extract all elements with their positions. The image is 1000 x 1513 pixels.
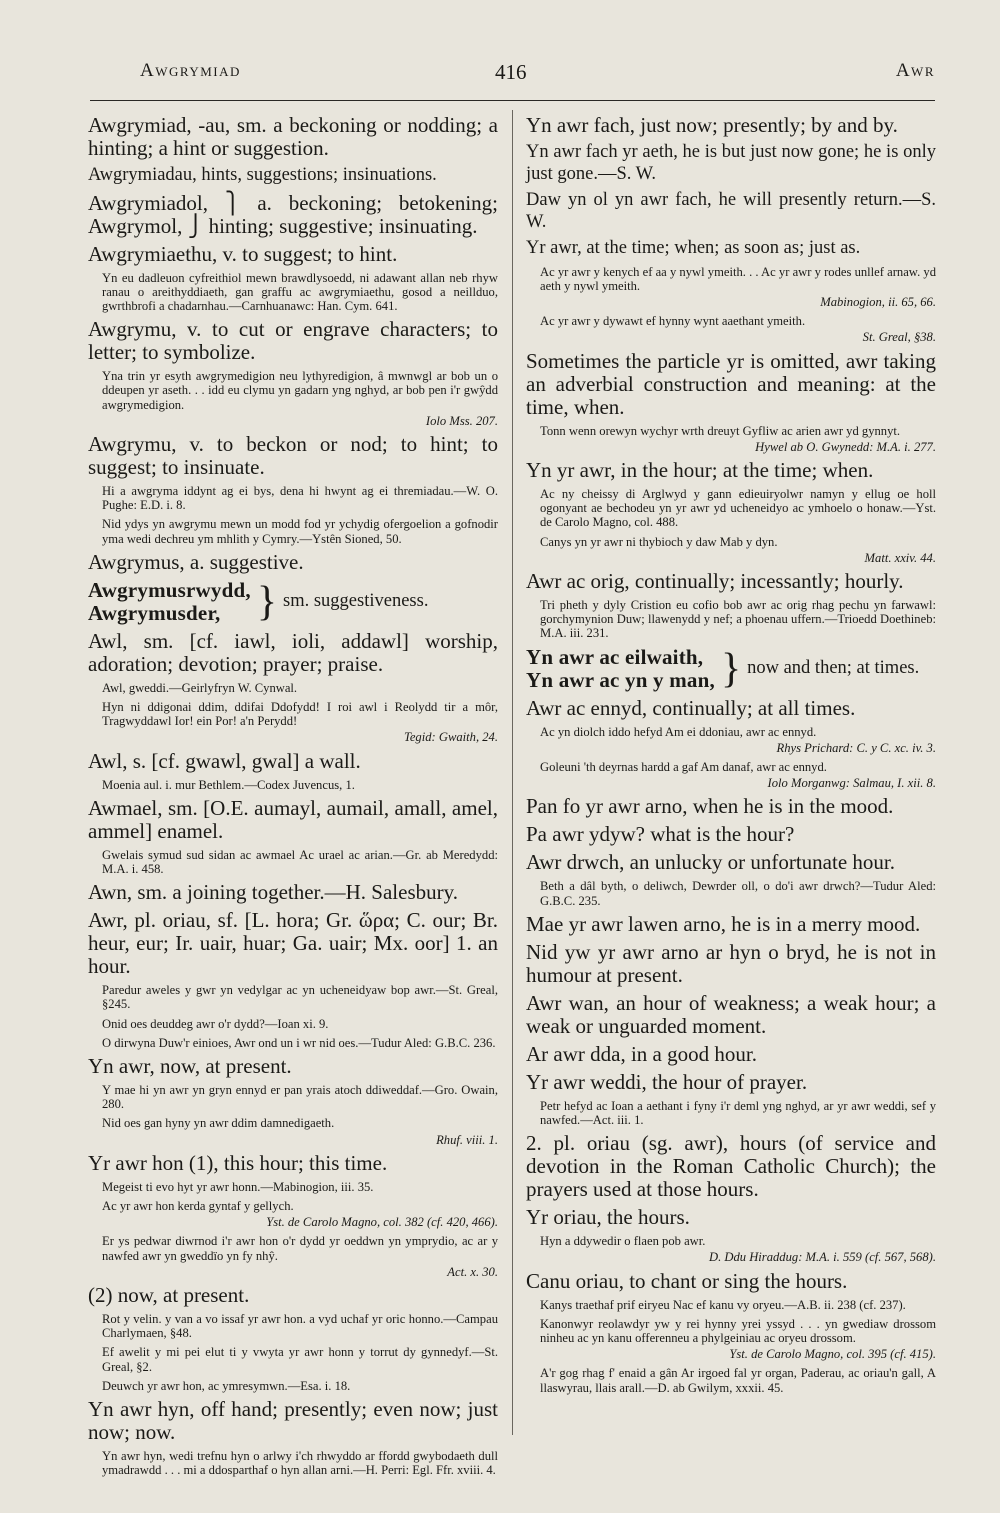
dictionary-entry: Yr awr weddi, the hour of prayer. (526, 1069, 808, 1094)
citation-quote: Awl, gweddi.—Geirlyfryn W. Cynwal. (102, 680, 298, 695)
dictionary-entry: Awgrymu, v. to cut or engrave characters; to letter; to symbolize. (88, 317, 498, 365)
citation-source: St. Greal, §38. (862, 330, 936, 345)
dictionary-entry: Nid yw yr awr arno ar hyn o bryd, he is not in humour at present. (526, 939, 936, 987)
brace-headwords (526, 646, 715, 692)
citation-quote: Beth a dâl byth, o deliwch, Dewrder oll, o do'i awr drwch?—Tudur Aled: G.B.C. 235. (540, 879, 936, 908)
dictionary-entry: Canu oriau, to chant or sing the hours. (526, 1268, 848, 1293)
header-rule (90, 100, 935, 101)
citation-quote: Canys yn yr awr ni thybioch y daw Mab y dyn. (540, 534, 778, 549)
citation-quote: Megeist ti evo hyt yr awr honn.—Mabinogion, iii. 35. (102, 1179, 374, 1194)
header-right-guideword: Awr (895, 60, 935, 81)
dictionary-entry: Awgrymiaethu, v. to suggest; to hint. (88, 241, 398, 266)
citation-quote: Kanonwyr reolawdyr yw y rei hynny yrei yssyd . . . yn gwediaw drossom ninheu ac yn kanu offerenneu a phylgeiniau ac oryeu drossom. (540, 1316, 936, 1345)
citation-quote: Yn eu dadleuon cyfreithiol mewn brawdlysoedd, ni adawant allan neb rhyw ranau o areithyddiaeth, gan graffu ac awgrymiaethu, gosod a neillduo, gwrthbrofi a chadarnhau.—Carnhuanawc: Han. Cym. 641. (102, 270, 498, 313)
dictionary-entry: Awgrymus, a. suggestive. (88, 549, 304, 574)
dictionary-entry: Yn awr fach yr aeth, he is but just now gone; he is only just gone.—S. W. (526, 142, 936, 184)
citation-quote: Yna trin yr esyth awgrymedigion neu lythyredigion, â mwnwgl ar bob un o ddeupen yr aseth. . . idd eu clymu yn gadarn yng nghyd, ar bob pen i'r gwŷdd awgrymedigion. (102, 369, 498, 412)
citation-quote: Paredur aweles y gwr yn vedylgar ac yn ucheneidyaw bop awr.—St. Greal, §245. (102, 983, 498, 1012)
headword: Yn awr ac yn y man, (526, 667, 715, 692)
dictionary-entry: Yn awr, now, at present. (88, 1053, 292, 1078)
brace-entry (88, 579, 498, 625)
dictionary-entry: Mae yr awr lawen arno, he is in a merry mood. (526, 911, 921, 936)
dictionary-entry: 2. pl. oriau (sg. awr), hours (of service and devotion in the Roman Catholic Church); the prayers used at those hours. (526, 1131, 936, 1202)
dictionary-entry: Awgrymu, v. to beckon or nod; to hint; to suggest; to insinuate. (88, 431, 498, 479)
citation-quote: Ac yr awr y kenych ef aa y nywl ymeith. . . Ac yr awr y rodes unllef arnaw. yd aeth y nywl ymeith. (540, 264, 936, 293)
citation-source: Iolo Morganwg: Salmau, I. xii. 8. (767, 776, 936, 791)
header-left-guideword: Awgrymiad (140, 60, 241, 81)
dictionary-entry: Awmael, sm. [O.E. aumayl, aumail, amall, amel, ammel] enamel. (88, 795, 498, 843)
dictionary-entry: Pan fo yr awr arno, when he is in the mood. (526, 794, 894, 819)
citation-quote: Petr hefyd ac Ioan a aethant i fyny i'r deml yng nghyd, ar yr awr weddi, sef y nawfed.—Act. iii. 1. (540, 1098, 936, 1127)
citation-source: Rhys Prichard: C. y C. xc. iv. 3. (776, 740, 936, 755)
citation-quote: Rot y velin. y van a vo issaf yr awr hon. a vyd uchaf yr oric honno.—Campau Charlymaen, §48. (102, 1312, 498, 1341)
headword: Awgrymusder, (88, 600, 221, 625)
dictionary-entry: Awr, pl. oriau, sf. [L. hora; Gr. ὥρα; C. our; Br. heur, eur; Ir. uair, huar; Ga. uair; Mx. oor] 1. an hour. (88, 908, 498, 979)
citation-quote: Ac ny cheissy di Arglwyd y gann edieuiryolwr namyn y ellug oe holl ogonyant ae bechodeu yn yr awr yd ucheneidyo ac ymhoelo o honaw.—Yst. de Carolo Magno, col. 488. (540, 486, 936, 530)
dictionary-entry: Awgrymiad, -au, sm. a beckoning or nodding; a hinting; a hint or suggestion. (88, 113, 498, 160)
citation-quote: Hi a awgryma iddynt ag ei bys, dena hi hwynt ag ei thremiadau.—W. O. Pughe: E.D. i. 8. (102, 483, 498, 513)
citation-quote: Nid ydys yn awgrymu mewn un modd fod yr ychydig ofergoelion a gofnodir yma wedi dechreu ym mhlith y Cymry.—Ystên Sioned, 50. (102, 517, 498, 546)
citation-quote: Kanys traethaf prif eiryeu Nac ef kanu vy oryeu.—A.B. ii. 238 (cf. 237). (540, 1297, 906, 1312)
citation-source: Matt. xxiv. 44. (864, 550, 936, 565)
dictionary-entry: Ar awr dda, in a good hour. (526, 1041, 757, 1066)
citation-quote: Ac yr awr y dywawt ef hynny wynt aaethant ymeith. (540, 314, 806, 329)
citation-source: Act. x. 30. (447, 1264, 498, 1279)
dictionary-entry: (2) now, at present. (88, 1283, 250, 1307)
dictionary-entry: Awl, s. [cf. gwawl, gwal] a wall. (88, 748, 361, 773)
dictionary-entry: Awgrymiadol, ⎫ a. beckoning; betokening; Awgrymol, ⎭ hinting; suggestive; insinuating. (88, 190, 498, 238)
citation-source: Yst. de Carolo Magno, col. 382 (cf. 420, 466). (266, 1215, 498, 1230)
dictionary-entry: Awr ac orig, continually; incessantly; hourly. (526, 568, 904, 593)
citation-quote: Ac yn diolch iddo hefyd Am ei ddoniau, awr ac ennyd. (540, 724, 817, 739)
dictionary-entry: Yn awr hyn, off hand; presently; even now; just now; now. (88, 1397, 498, 1445)
dictionary-entry: Yr oriau, the hours. (526, 1205, 690, 1230)
dictionary-entry: Awr drwch, an unlucky or unfortunate hour. (526, 850, 895, 875)
citation-source: Tegid: Gwaith, 24. (404, 730, 498, 745)
citation-quote: Nid oes gan hyny yn awr ddim damnedigaeth. (102, 1116, 335, 1131)
dictionary-entry: Yr awr, at the time; when; as soon as; just as. (526, 238, 861, 258)
citation-quote: O dirwyna Duw'r einioes, Awr ond un i wr nid oes.—Tudur Aled: G.B.C. 236. (102, 1035, 496, 1050)
citation-quote: Er ys pedwar diwrnod i'r awr hon o'r dydd yr oeddwn yn ymprydio, ac ar y nawfed awr yn gweddïo yn fy nhŷ. (102, 1234, 498, 1263)
citation-quote: Goleuni 'th deyrnas hardd a gaf Am danaf, awr ac ennyd. (540, 759, 827, 774)
dictionary-entry: Awgrymiadau, hints, suggestions; insinuations. (88, 165, 437, 185)
citation-quote: Hyn ni ddigonai ddim, ddifai Ddofydd! I roi awl i Reolydd tir a môr, Tragwyddawl Ior! ein Por! a'n Perydd! (102, 699, 498, 729)
dictionary-entry: Yn awr fach, just now; presently; by and by. (526, 113, 898, 137)
citation-source: Yst. de Carolo Magno, col. 395 (cf. 415). (729, 1347, 936, 1362)
citation-quote: Tri pheth y dyly Cristion eu cofio bob awr ac orig rhag pechu yn farwawl: gorchymynion Duw; llawenydd y nef; a phoenau uffern.—Trioedd Doethineb: M.A. iii. 231. (540, 597, 936, 641)
brace-entry (526, 646, 936, 692)
brace-symbol: } (720, 645, 742, 692)
citation-quote: Y mae hi yn awr yn gryn ennyd er pan yrais atoch ddiweddaf.—Gro. Owain, 280. (102, 1082, 498, 1112)
dictionary-entry: Daw yn ol yn awr fach, he will presently return.—S. W. (526, 190, 936, 232)
citation-source: Hywel ab O. Gwynedd: M.A. i. 277. (755, 439, 936, 454)
brace-definition: now and then; at times. (747, 657, 920, 678)
citation-source: Mabinogion, ii. 65, 66. (820, 294, 936, 309)
column-divider (512, 110, 513, 1435)
dictionary-entry: Yr awr hon (1), this hour; this time. (88, 1150, 388, 1175)
citation-quote: Hyn a ddywedir o flaen pob awr. (540, 1234, 706, 1249)
dictionary-entry: Awl, sm. [cf. iawl, ioli, addawl] worship, adoration; devotion; prayer; praise. (88, 628, 498, 676)
citation-quote: Gwelais symud sud sidan ac awmael Ac urael ac arian.—Gr. ab Meredydd: M.A. i. 458. (102, 847, 498, 876)
citation-source: Rhuf. viii. 1. (436, 1132, 498, 1147)
citation-quote: Ef awelit y mi pei elut ti y vwyta yr awr honn y torrut dy gynnedyf.—St. Greal, §2. (102, 1345, 498, 1374)
headword: Yn awr ac eilwaith, (526, 644, 704, 669)
citation-quote: Yn awr hyn, wedi trefnu hyn o arlwy i'ch rhwyddo ar ffordd gwybodaeth dull ymadrawdd . . . mi a ddosparthaf o hyn allan arni.—H. Perri: Egl. Ffr. xviii. 4. (102, 1449, 498, 1478)
dictionary-entry: Yn yr awr, in the hour; at the time; when. (526, 457, 874, 482)
citation-quote: Moenia aul. i. mur Bethlem.—Codex Juvencus, 1. (102, 777, 355, 792)
citation-quote: Deuwch yr awr hon, ac ymresymwn.—Esa. i. 18. (102, 1378, 351, 1393)
dictionary-entry: Awr wan, an hour of weakness; a weak hour; a weak or unguarded moment. (526, 990, 936, 1038)
page-number: 416 (495, 60, 527, 84)
citation-source: Iolo Mss. 207. (425, 413, 498, 428)
brace-headwords (88, 579, 251, 625)
right-column (526, 114, 936, 1400)
brace-symbol: } (256, 578, 278, 625)
citation-quote: A'r gog rhag f' enaid a gân Ar irgoed fal yr organ, Paderau, ac oriau'n gall, A llaswyrau, llais arall.—D. ab Gwilym, xxxii. 45. (540, 1366, 936, 1395)
citation-quote: Tonn wenn orewyn wychyr wrth dreuyt Gyfliw ac arien awr yd gynnyt. (540, 423, 901, 438)
brace-definition: sm. suggestiveness. (283, 590, 429, 611)
dictionary-entry: Pa awr ydyw? what is the hour? (526, 822, 795, 847)
left-column (88, 114, 498, 1482)
dictionary-entry: Awr ac ennyd, continually; at all times. (526, 695, 856, 720)
headword: Awgrymusrwydd, (88, 577, 251, 602)
citation-quote: Ac yr awr hon kerda gyntaf y gellych. (102, 1198, 294, 1213)
dictionary-entry: Awn, sm. a joining together.—H. Salesbury. (88, 880, 459, 905)
citation-quote: Onid oes deuddeg awr o'r dydd?—Ioan xi. 9. (102, 1016, 329, 1031)
citation-source: D. Ddu Hiraddug: M.A. i. 559 (cf. 567, 568). (708, 1250, 936, 1265)
page-header (90, 60, 935, 90)
dictionary-entry: Sometimes the particle yr is omitted, awr taking an adverbial construction and meaning: at the time, when. (526, 348, 936, 419)
